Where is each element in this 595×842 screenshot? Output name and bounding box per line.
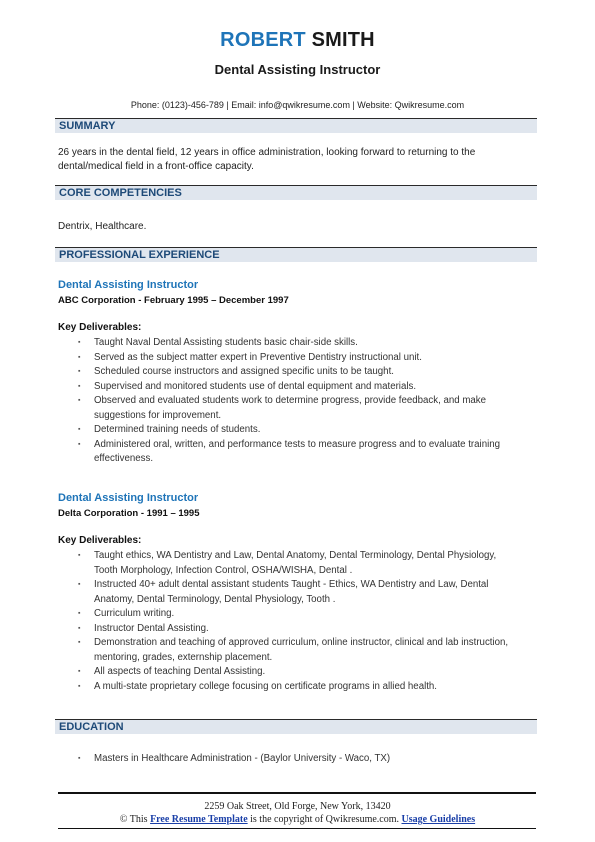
copyright-middle: is the copyright of Qwikresume.com. [247,814,402,825]
job-2-title: Dental Assisting Instructor [58,492,199,504]
list-item: ▪ Demonstration and teaching of approved curriculum, online instructor, clinical and lab instruction, mentoring, grades, externship placement. [78,636,518,665]
job-title: Dental Assisting Instructor [214,62,381,77]
footer-top-rule [58,792,536,794]
competencies-heading-bar [55,185,537,200]
education-heading-bar [55,719,537,734]
job-2-company: Delta Corporation - 1991 – 1995 [58,508,200,519]
education-item: ▪ Masters in Healthcare Administration - (Baylor University - Waco, TX) [78,752,518,767]
competencies-heading: CORE COMPETENCIES [59,187,182,199]
job-2-deliverables-label: Key Deliverables: [58,535,142,546]
job-1-company: ABC Corporation - February 1995 – December 1997 [58,295,289,306]
summary-heading: SUMMARY [59,120,116,132]
job-2-bullet-list [78,549,518,694]
list-item: ▪ Determined training needs of students. [78,423,518,438]
list-item: ▪ Taught Naval Dental Assisting students basic chair-side skills. [78,336,518,351]
list-item: ▪ Taught ethics, WA Dentistry and Law, Dental Anatomy, Dental Terminology, Dental Physiology, Tooth Morphology, Infection Control, OSHA/WISHA, Dental . [78,549,518,578]
last-name: SMITH [311,29,375,51]
job-1-bullet-list [78,336,518,467]
list-item: ▪ Instructed 40+ adult dental assistant students Taught - Ethics, WA Dentistry and Law, Dental Anatomy, Dental Terminology, Dental Physiology, Tooth . [78,578,518,607]
competencies-text: Dentrix, Healthcare. [58,221,147,232]
experience-heading: PROFESSIONAL EXPERIENCE [59,249,220,261]
footer-bottom-rule [58,828,536,829]
summary-text: 26 years in the dental field, 12 years in office administration, looking forward to returning to the dental/medical field in a front-office capacity. [58,147,476,172]
education-heading: EDUCATION [59,721,124,733]
list-item: ▪ Supervised and monitored students use of dental equipment and materials. [78,380,518,395]
list-item: ▪ Administered oral, written, and performance tests to measure progress and to evaluate training effectiveness. [78,438,518,467]
footer-copyright [0,814,595,825]
list-item: ▪ Observed and evaluated students work to determine progress, provide feedback, and make suggestions for improvement. [78,394,518,423]
list-item: ▪ Scheduled course instructors and assigned specific units to be taught. [78,365,518,380]
education-list [78,752,518,767]
contact-line: Phone: (0123)-456-789 | Email: info@qwikresume.com | Website: Qwikresume.com [130,100,465,110]
list-item: ▪ Served as the subject matter expert in Preventive Dentistry instructional unit. [78,351,518,366]
list-item: ▪ Instructor Dental Assisting. [78,622,518,637]
footer-address: 2259 Oak Street, Old Forge, New York, 13420 [204,801,391,812]
experience-heading-bar [55,247,537,262]
first-name: ROBERT [220,29,306,51]
free-resume-template-link[interactable]: Free Resume Template [150,814,248,825]
usage-guidelines-link[interactable]: Usage Guidelines [401,814,476,825]
job-1-deliverables-label: Key Deliverables: [58,322,142,333]
summary-heading-bar [55,118,537,133]
job-1-title: Dental Assisting Instructor [58,279,199,291]
list-item: ▪ All aspects of teaching Dental Assisting. [78,665,518,680]
candidate-name [0,29,595,52]
list-item: ▪ Curriculum writing. [78,607,518,622]
list-item: ▪ A multi-state proprietary college focusing on certificate programs in allied health. [78,680,518,695]
copyright-prefix: © This [119,814,151,825]
